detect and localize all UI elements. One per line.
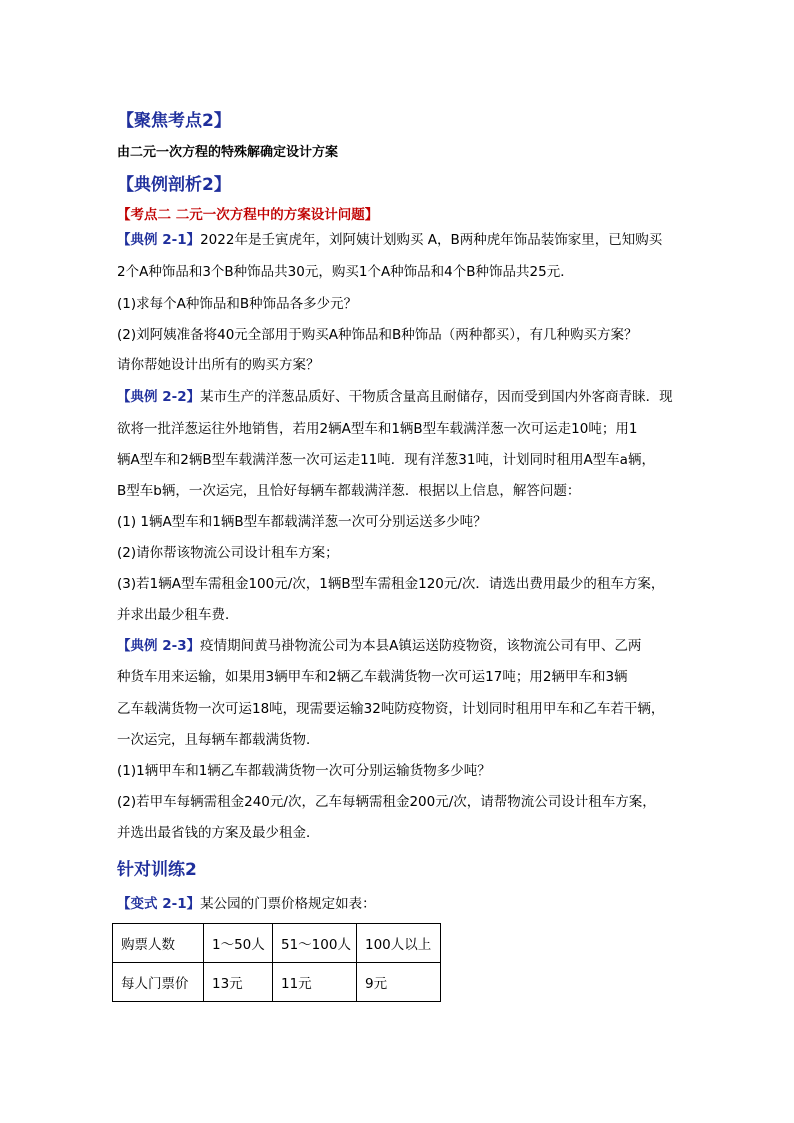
table-cell: 11元: [273, 963, 357, 1002]
example-2-1-line-1: 【典例 2-1】2022年是壬寅虎年，刘阿姨计划购买 A，B两种虎年饰品装饰家里，已知购买: [117, 232, 663, 248]
example-2-3-line-4: 一次运完，且每辆车都载满货物．: [117, 732, 320, 748]
variant-2-1-tag: 【变式 2-1】: [117, 896, 201, 912]
example-2-2-line-1: 【典例 2-2】某市生产的洋葱品质好、干物质含量高且耐储存，因而受到国内外客商青睐．现: [117, 389, 673, 405]
example-2-1-line-2: 2个A种饰品和3个B种饰品共30元，购买1个A种饰品和4个B种饰品共25元．: [117, 264, 574, 280]
example-2-3-tag: 【典例 2-3】: [117, 638, 201, 654]
example-2-3-question-1: (1)1辆甲车和1辆乙车都载满货物一次可分别运输货物多少吨？: [117, 763, 491, 779]
table-header-row: [113, 924, 441, 963]
table-cell: 9元: [357, 963, 441, 1002]
example-2-1-tag: 【典例 2-1】: [117, 232, 201, 248]
table-cell: 13元: [204, 963, 273, 1002]
example-2-2-question-1: (1) 1辆A型车和1辆B型车都载满洋葱一次可分别运送多少吨？: [117, 514, 487, 530]
example-2-2-line-4: B型车b辆，一次运完，且恰好每辆车都载满洋葱．根据以上信息，解答问题：: [117, 483, 581, 499]
example-2-3-line-7: 并选出最省钱的方案及最少租金．: [117, 825, 320, 841]
example-2-2-question-2: (2)请你帮该物流公司设计租车方案；: [117, 545, 339, 561]
table-cell: 每人门票价: [113, 963, 204, 1002]
example-2-2-tag: 【典例 2-2】: [117, 389, 201, 405]
example-2-3-question-2: (2)若甲车每辆需租金240元/次，乙车每辆需租金200元/次，请帮物流公司设计租车方案，: [117, 794, 656, 810]
table-cell: 51～100人: [273, 924, 357, 963]
section-subtitle: 由二元一次方程的特殊解确定设计方案: [117, 145, 339, 160]
example-2-1-question-2: (2)刘阿姨准备将40元全部用于购买A种饰品和B种饰品（两种都买），有几种购买方案？: [117, 327, 638, 343]
section-heading-focus: 【聚焦考点2】: [117, 111, 231, 131]
example-2-3-line-2: 种货车用来运输，如果用3辆甲车和2辆乙车载满货物一次可运17吨；用2辆甲车和3辆: [117, 669, 628, 685]
ticket-price-table: [112, 923, 441, 1002]
table-row: [113, 963, 441, 1002]
example-2-2-question-3: (3)若1辆A型车需租金100元/次，1辆B型车需租金120元/次．请选出费用最少的租车方案，: [117, 576, 665, 592]
example-2-1-question-1: (1)求每个A种饰品和B种饰品各多少元？: [117, 296, 358, 312]
table-cell: 1～50人: [204, 924, 273, 963]
table-cell: 100人以上: [357, 924, 441, 963]
section-heading-examples: 【典例剖析2】: [117, 175, 231, 195]
example-2-1-line-5: 请你帮她设计出所有的购买方案？: [117, 357, 320, 373]
example-2-3-line-3: 乙车载满货物一次可运18吨，现需要运输32吨防疫物资，计划同时租用甲车和乙车若干辆，: [117, 701, 665, 717]
example-2-2-line-2: 欲将一批洋葱运往外地销售，若用2辆A型车和1辆B型车载满洋葱一次可运走10吨；用1: [117, 421, 638, 437]
example-2-3-line-1: 【典例 2-3】疫情期间黄马褂物流公司为本县A镇运送防疫物资，该物流公司有甲、乙两: [117, 638, 642, 654]
variant-2-1-line-1: 【变式 2-1】某公园的门票价格规定如表：: [117, 896, 376, 912]
section-heading-training: 针对训练2: [117, 860, 197, 880]
example-2-2-line-8: 并求出最少租车费．: [117, 607, 239, 623]
exam-point-heading: 【考点二 二元一次方程中的方案设计问题】: [117, 207, 379, 223]
example-2-2-line-3: 辆A型车和2辆B型车载满洋葱一次可运走11吨．现有洋葱31吨，计划同时租用A型车a辆，: [117, 452, 655, 468]
table-cell: 购票人数: [113, 924, 204, 963]
